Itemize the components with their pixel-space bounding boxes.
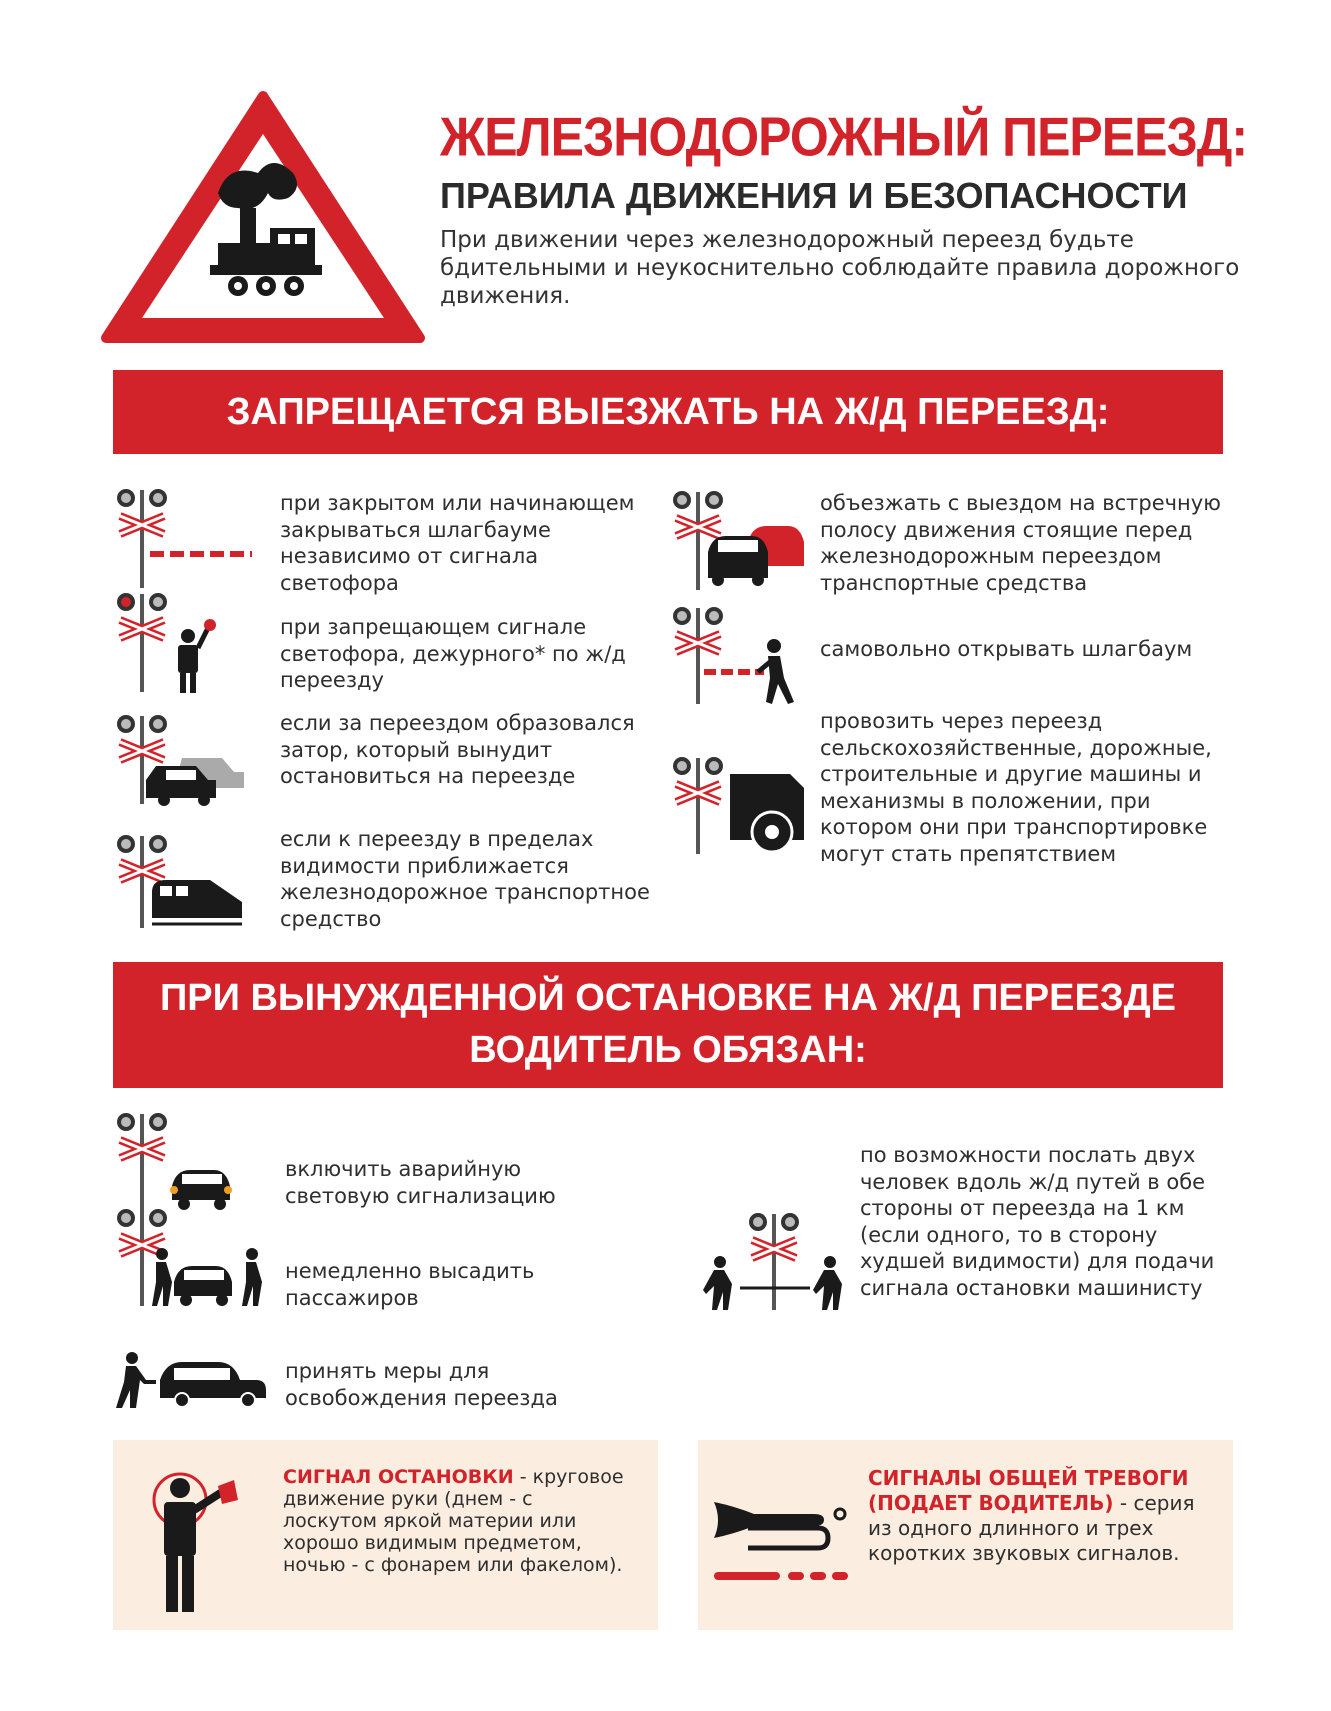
- page-title: ЖЕЛЕЗНОДОРОЖНЫЙ ПЕРЕЕЗД:: [440, 106, 1248, 168]
- page-subtitle: ПРАВИЛА ДВИЖЕНИЯ И БЕЗОПАСНОСТИ: [440, 175, 1188, 216]
- hand-signal-person-icon: [150, 1458, 250, 1618]
- traffic-officer-signal-icon: [112, 592, 222, 694]
- horn-icon: [708, 1488, 858, 1588]
- section2-heading-line1: ПРИ ВЫНУЖДЕННОЙ ОСТАНОВКЕ НА Ж/Д ПЕРЕЕЗДЕ: [159, 977, 1177, 1019]
- person-opening-barrier-icon: [668, 606, 808, 706]
- duty-item-2: немедленно высадить пассажиров: [285, 1259, 535, 1310]
- forbidden-item-4: если к переезду в пределах видимости приближается железнодорожное транспортное средство: [280, 827, 650, 931]
- overtaking-cars-icon: [668, 490, 808, 592]
- forbidden-item-5: объезжать с выездом на встречную полосу движения стоящие перед железнодорожным переездом транспортные средства: [820, 491, 1221, 595]
- alarm-signal-title: СИГНАЛЫ ОБЩЕЙ ТРЕВОГИ (ПОДАЕТ ВОДИТЕЛЬ): [868, 1466, 1189, 1515]
- stop-signal-title: СИГНАЛ ОСТАНОВКИ: [283, 1466, 514, 1488]
- forbidden-item-7: провозить через переезд сельскохозяйственные, дорожные, строительные и другие машины и механизмы в положении, при котором они при транспортировке могут стать препятствием: [820, 709, 1212, 866]
- forbidden-item-3: если за переездом образовался затор, который вынудит остановиться на переезде: [280, 711, 635, 788]
- push-car-icon: [112, 1350, 282, 1410]
- section2-heading-line2: ВОДИТЕЛЬ ОБЯЗАН:: [469, 1029, 867, 1071]
- passengers-exit-icon: [112, 1208, 272, 1308]
- hazard-lights-car-icon: [112, 1112, 247, 1214]
- traffic-jam-icon: [112, 714, 247, 806]
- stop-signal-text: [283, 1466, 628, 1576]
- stop-signal-description: - круговое движение руки (днем - с лоскутом яркой материи или хорошо видимым предметом, ночью - с фонарем или факелом).: [283, 1466, 624, 1576]
- railway-crossing-warning-sign-icon: [98, 88, 428, 348]
- forbidden-item-2: при запрещающем сигнале светофора, дежурного* по ж/д переезду: [280, 615, 626, 692]
- intro-text: При движении через железнодорожный переезд будьте бдительными и неукоснительно соблюдайте правила дорожного движения.: [440, 227, 1240, 309]
- duty-item-4: по возможности послать двух человек вдоль ж/д путей в обе стороны от переезда на 1 км (если одного, то в сторону худшей видимости) для подачи сигнала остановки машинисту: [860, 1143, 1215, 1300]
- approaching-train-icon: [112, 834, 247, 930]
- alarm-signal-text: [868, 1466, 1203, 1566]
- agricultural-machine-icon: [668, 756, 808, 856]
- forbidden-item-6: самовольно открывать шлагбаум: [820, 637, 1193, 661]
- duty-item-1: включить аварийную световую сигнализацию: [285, 1157, 556, 1208]
- duty-item-3: принять меры для освобождения переезда: [285, 1359, 558, 1410]
- section2-heading: [113, 962, 1223, 1088]
- forbidden-item-1: при закрытом или начинающем закрываться шлагбауме независимо от сигнала светофора: [280, 491, 635, 595]
- alarm-signal-description: - серия из одного длинного и трех коротких звуковых сигналов.: [868, 1491, 1195, 1565]
- two-people-signal-icon: [700, 1212, 850, 1312]
- section1-heading: ЗАПРЕЩАЕТСЯ ВЫЕЗЖАТЬ НА Ж/Д ПЕРЕЕЗД:: [113, 370, 1223, 454]
- closed-barrier-icon: [112, 488, 252, 590]
